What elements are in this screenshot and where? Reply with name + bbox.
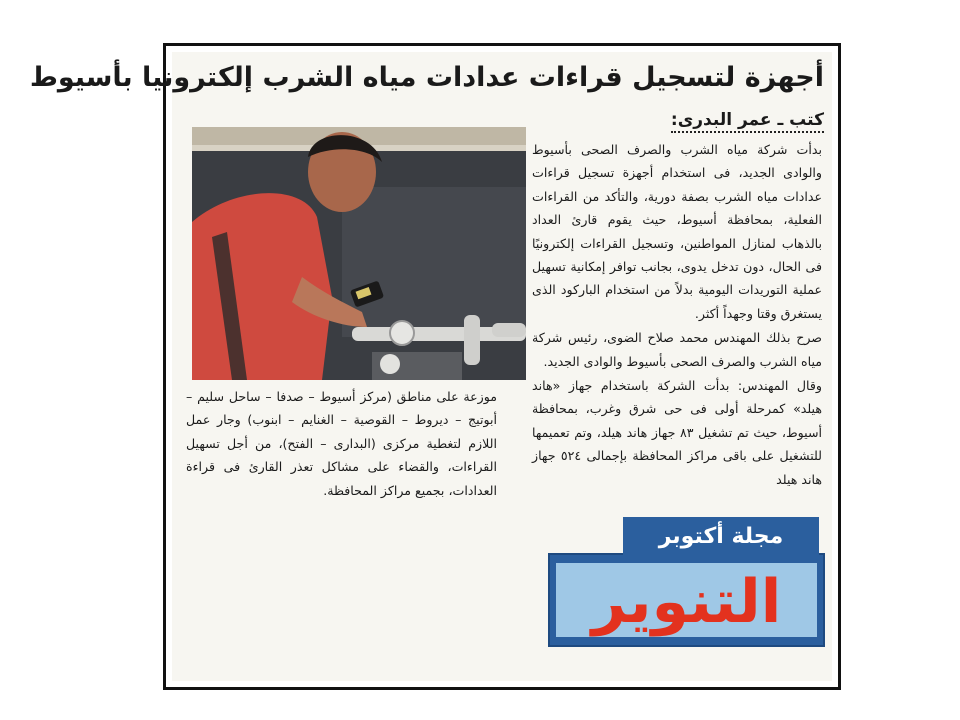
logo-inner-panel	[556, 563, 817, 637]
newspaper-clipping	[29, 52, 832, 681]
article-paragraph: موزعة على مناطق (مركز أسيوط – صدفا – ساحل سليم – أبوتيج – ديروط – القوصية – الغنايم – ابنوب) وجار عمل اللازم لتغطية مركزى (البدارى – الفتح)، من أجل تسهيل القراءات، والقضاء على مشاكل تعذر القارئ فى قراءة العدادات، بجميع مراكز المحافظة.	[186, 389, 497, 498]
article-paragraph: وقال المهندس: بدأت الشركة باستخدام جهاز «هاند هيلد» كمرحلة أولى فى حى شرق وغرب، بمحافظة أسيوط، حيث تم تشغيل ٨٣ جهاز هاند هيلد، وتم تعميمها للتشغيل على باقى مراكز المحافظة بإجمالى ٥٢٤ جهاز هاند هيلد	[532, 378, 822, 487]
clipping-frame	[29, 43, 841, 690]
magazine-label: مجلة أكتوبر	[623, 517, 819, 557]
worker-reading-water-meter-photo-icon	[192, 127, 526, 380]
byline: كتب ـ عمر البدرى:	[671, 110, 824, 133]
article-photo	[192, 127, 526, 380]
logo-box	[548, 553, 825, 647]
headline: أجهزة لتسجيل قراءات عدادات مياه الشرب إلكترونيا بأسيوط	[29, 62, 824, 93]
article-column-left	[186, 385, 497, 502]
article-column-right	[532, 138, 822, 491]
magazine-masthead-logo	[548, 517, 825, 647]
logo-word: التنوير	[591, 567, 782, 637]
article-paragraph: بدأت شركة مياه الشرب والصرف الصحى بأسيوط والوادى الجديد، فى استخدام أجهزة تسجيل قراءات عدادات مياه الشرب بصفة دورية، والتأكد من القراءات الفعلية، بمحافظة أسيوط، حيث يقوم قارئ العداد بالذهاب لمنازل المواطنين، وتسجيل القراءات إلكترونيًا فى الحال، دون تدخل يدوى، بجانب توافر إمكانية تسهيل عملية التوريدات اليومية بدلاً من استخدام الباركود الذى يستغرق وقتا وجهداً أكثر.	[532, 142, 822, 321]
article-paragraph: صرح بذلك المهندس محمد صلاح الضوى، رئيس شركة مياه الشرب والصرف الصحى بأسيوط والوادى الجديد.	[532, 330, 822, 369]
